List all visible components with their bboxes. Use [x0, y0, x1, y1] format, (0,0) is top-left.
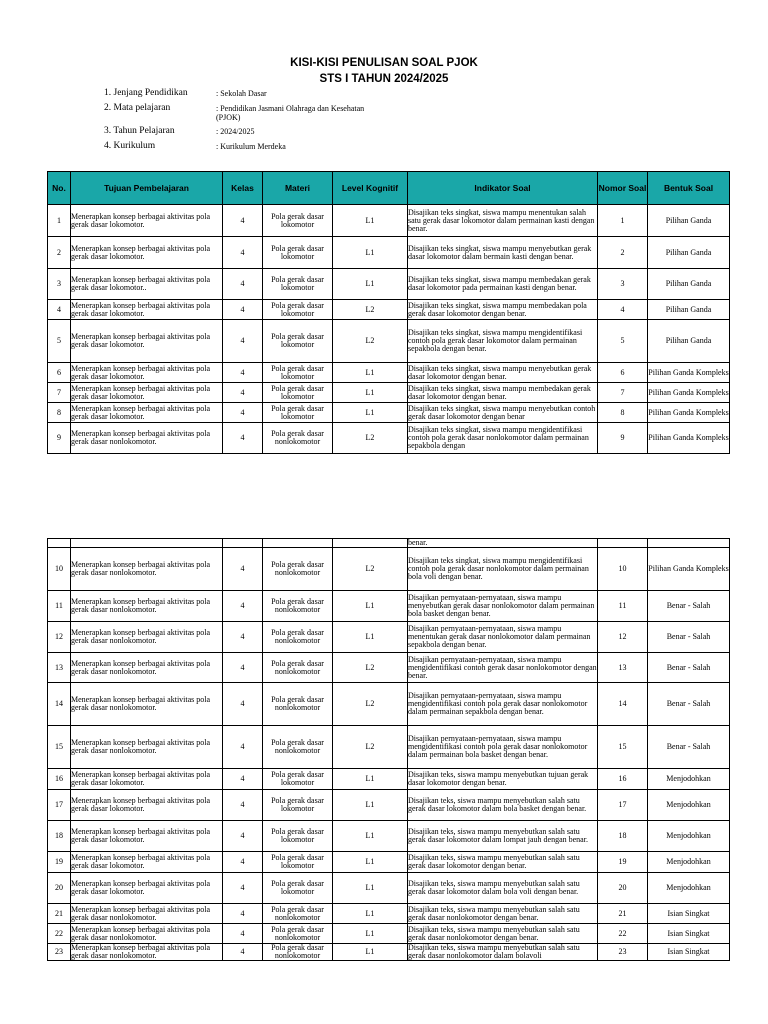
cell-indikator: Disajikan teks, siswa mampu menyebutkan salah satu gerak dasar nonlokomotor dengan benar.	[408, 904, 598, 924]
cell-nomor: 6	[598, 363, 648, 383]
cell-nomor: 5	[598, 320, 648, 363]
table-row	[48, 205, 730, 237]
cell-tujuan: Menerapkan konsep berbagai aktivitas pola gerak dasar lokomotor.	[71, 403, 223, 423]
cell-indikator: Disajikan teks singkat, siswa mampu menyebutkan gerak dasar lokomotor dalam bermain kasti dengan benar.	[408, 237, 598, 269]
table-row	[48, 873, 730, 904]
cell-kelas: 4	[223, 653, 263, 683]
header-tujuan: Tujuan Pembelajaran	[71, 172, 223, 205]
cell-kelas: 4	[223, 821, 263, 852]
cell-tujuan: Menerapkan konsep berbagai aktivitas pola gerak dasar nonlokomotor.	[71, 423, 223, 454]
cell-level: L1	[333, 622, 408, 653]
cell-no: 22	[48, 924, 71, 944]
cell-level: L1	[333, 383, 408, 403]
cell-tujuan: Menerapkan konsep berbagai aktivitas pola gerak dasar lokomotor.	[71, 383, 223, 403]
table-row	[48, 548, 730, 591]
cell-nomor: 23	[598, 944, 648, 961]
continuation-text: benar.	[408, 539, 598, 548]
cell-level: L2	[333, 548, 408, 591]
cell-no: 21	[48, 904, 71, 924]
cell-level: L1	[333, 237, 408, 269]
header-kelas: Kelas	[223, 172, 263, 205]
cell-tujuan: Menerapkan konsep berbagai aktivitas pola gerak dasar lokomotor.	[71, 790, 223, 821]
cell-no: 14	[48, 683, 71, 726]
cell-tujuan: Menerapkan konsep berbagai aktivitas pola gerak dasar lokomotor.	[71, 300, 223, 320]
cell-tujuan: Menerapkan konsep berbagai aktivitas pola gerak dasar lokomotor.	[71, 237, 223, 269]
cell-bentuk: Pilihan Ganda	[648, 300, 730, 320]
cell-tujuan: Menerapkan konsep berbagai aktivitas pola gerak dasar lokomotor.	[71, 320, 223, 363]
cell-materi: Pola gerak dasar nonlokomotor	[263, 622, 333, 653]
cell-tujuan: Menerapkan konsep berbagai aktivitas pola gerak dasar lokomotor.	[71, 821, 223, 852]
cell-materi: Pola gerak dasar nonlokomotor	[263, 548, 333, 591]
cell-no: 5	[48, 320, 71, 363]
cell-kelas: 4	[223, 320, 263, 363]
cell-bentuk: Pilihan Ganda Kompleks	[648, 383, 730, 403]
cell-indikator: Disajikan teks, siswa mampu menyebutkan salah satu gerak dasar nonlokomotor dengan benar.	[408, 924, 598, 944]
cell-bentuk: Benar - Salah	[648, 622, 730, 653]
cell-kelas: 4	[223, 790, 263, 821]
cell-no: 13	[48, 653, 71, 683]
cell-no: 19	[48, 852, 71, 873]
cell-bentuk: Menjodohkan	[648, 769, 730, 790]
cell-indikator: Disajikan teks singkat, siswa mampu menyebutkan contoh gerak dasar lokomotor dengan benar	[408, 403, 598, 423]
cell-kelas: 4	[223, 852, 263, 873]
cell-kelas: 4	[223, 726, 263, 769]
table-row	[48, 300, 730, 320]
cell-bentuk: Pilihan Ganda Kompleks	[648, 548, 730, 591]
cell-level: L1	[333, 944, 408, 961]
cell-no: 16	[48, 769, 71, 790]
cell-indikator: Disajikan pernyataan-pernyataan, siswa mampu mengidentifikasi contoh gerak dasar nonlokomotor dengan benar.	[408, 653, 598, 683]
cell-tujuan: Menerapkan konsep berbagai aktivitas pola gerak dasar nonlokomotor.	[71, 653, 223, 683]
cell-tujuan: Menerapkan konsep berbagai aktivitas pola gerak dasar lokomotor.	[71, 205, 223, 237]
cell-tujuan: Menerapkan konsep berbagai aktivitas pola gerak dasar nonlokomotor.	[71, 726, 223, 769]
cell-indikator: Disajikan pernyataan-pernyataan, siswa mampu menyebutkan gerak dasar nonlokomotor dalam permainan bola basket dengan benar.	[408, 591, 598, 622]
cell-kelas: 4	[223, 873, 263, 904]
cell-bentuk: Isian Singkat	[648, 904, 730, 924]
cell-kelas: 4	[223, 622, 263, 653]
table-body	[48, 539, 730, 961]
cell-no: 15	[48, 726, 71, 769]
cell-indikator: Disajikan teks, siswa mampu menyebutkan salah satu gerak dasar lokomotor dalam bola basket dengan benar.	[408, 790, 598, 821]
table-row	[48, 237, 730, 269]
table-row	[48, 320, 730, 363]
cell-level: L1	[333, 403, 408, 423]
cell-nomor: 2	[598, 237, 648, 269]
cell-level: L1	[333, 821, 408, 852]
cell-kelas: 4	[223, 944, 263, 961]
table-row	[48, 769, 730, 790]
table-row	[48, 821, 730, 852]
cell-level: L1	[333, 852, 408, 873]
cell-indikator: Disajikan pernyataan-pernyataan, siswa mampu mengidentifikasi contoh pola gerak dasar nonlokomotor dalam permainan bola basket dengan benar.	[408, 726, 598, 769]
cell-tujuan: Menerapkan konsep berbagai aktivitas pola gerak dasar lokomotor.	[71, 363, 223, 383]
cell-indikator: Disajikan teks singkat, siswa mampu mengidentifikasi contoh pola gerak dasar nonlokomotor dalam permainan bola voli dengan benar.	[408, 548, 598, 591]
cell-materi: Pola gerak dasar lokomotor	[263, 205, 333, 237]
table-row	[48, 383, 730, 403]
cell-level: L1	[333, 873, 408, 904]
header-no: No.	[48, 172, 71, 205]
cell-tujuan: Menerapkan konsep berbagai aktivitas pola gerak dasar nonlokomotor.	[71, 683, 223, 726]
cell-kelas: 4	[223, 363, 263, 383]
cell-kelas: 4	[223, 205, 263, 237]
cell-bentuk: Benar - Salah	[648, 653, 730, 683]
cell-no: 4	[48, 300, 71, 320]
cell-materi: Pola gerak dasar lokomotor	[263, 769, 333, 790]
cell-indikator: Disajikan teks, siswa mampu menyebutkan salah satu gerak dasar lokomotor dalam lompat jauh dengan benar.	[408, 821, 598, 852]
cell-indikator: Disajikan pernyataan-pernyataan, siswa mampu mengidentifikasi contoh pola gerak dasar nonlokomotor dalam permainan sepakbola dengan benar.	[408, 683, 598, 726]
cell-nomor: 19	[598, 852, 648, 873]
cell-materi: Pola gerak dasar nonlokomotor	[263, 653, 333, 683]
header-level: Level Kognitif	[333, 172, 408, 205]
cell-materi: Pola gerak dasar nonlokomotor	[263, 904, 333, 924]
cell-level: L1	[333, 591, 408, 622]
meta-key: 4. Kurikulum	[104, 141, 156, 151]
header-nomor-soal: Nomor Soal	[598, 172, 648, 205]
cell-materi: Pola gerak dasar nonlokomotor	[263, 726, 333, 769]
cell-bentuk: Pilihan Ganda	[648, 269, 730, 300]
cell-materi: Pola gerak dasar lokomotor	[263, 790, 333, 821]
cell-indikator: Disajikan teks, siswa mampu menyebutkan salah satu gerak dasar lokomotor dalam bola voli dengan benar.	[408, 873, 598, 904]
cell-kelas: 4	[223, 548, 263, 591]
cell-bentuk: Benar - Salah	[648, 591, 730, 622]
table-row	[48, 924, 730, 944]
cell-bentuk: Isian Singkat	[648, 944, 730, 961]
cell-nomor: 20	[598, 873, 648, 904]
cell-kelas: 4	[223, 269, 263, 300]
cell-nomor: 22	[598, 924, 648, 944]
cell-materi: Pola gerak dasar lokomotor	[263, 300, 333, 320]
cell-kelas: 4	[223, 769, 263, 790]
cell-kelas: 4	[223, 383, 263, 403]
cell-no: 1	[48, 205, 71, 237]
meta-key: 2. Mata pelajaran	[104, 103, 171, 113]
meta-value: : Pendidikan Jasmani Olahraga dan Kesehatan (PJOK)	[216, 104, 365, 122]
continuation-row	[48, 539, 730, 548]
cell-materi: Pola gerak dasar lokomotor	[263, 237, 333, 269]
table-body	[48, 205, 730, 454]
cell-level: L1	[333, 269, 408, 300]
cell-level: L2	[333, 653, 408, 683]
cell-no: 8	[48, 403, 71, 423]
table-row	[48, 653, 730, 683]
kisi-kisi-table-page-2	[47, 538, 730, 961]
kisi-kisi-table-page-1	[47, 171, 730, 454]
cell-no: 17	[48, 790, 71, 821]
meta-value: : 2024/2025	[216, 127, 255, 136]
document-title: KISI-KISI PENULISAN SOAL PJOK	[290, 57, 478, 69]
cell-materi: Pola gerak dasar nonlokomotor	[263, 423, 333, 454]
cell-tujuan: Menerapkan konsep berbagai aktivitas pola gerak dasar lokomotor..	[71, 269, 223, 300]
cell-nomor: 21	[598, 904, 648, 924]
cell-materi: Pola gerak dasar lokomotor	[263, 403, 333, 423]
document-subtitle: STS I TAHUN 2024/2025	[319, 73, 449, 85]
table-row	[48, 683, 730, 726]
table-row	[48, 363, 730, 383]
cell-materi: Pola gerak dasar nonlokomotor	[263, 591, 333, 622]
cell-level: L1	[333, 769, 408, 790]
cell-level: L1	[333, 790, 408, 821]
cell-indikator: Disajikan teks singkat, siswa mampu mengidentifikasi contoh pola gerak dasar lokomotor dalam permainan sepakbola dengan benar.	[408, 320, 598, 363]
table-row	[48, 726, 730, 769]
cell-tujuan: Menerapkan konsep berbagai aktivitas pola gerak dasar lokomotor.	[71, 852, 223, 873]
cell-materi: Pola gerak dasar lokomotor	[263, 320, 333, 363]
cell-tujuan: Menerapkan konsep berbagai aktivitas pola gerak dasar nonlokomotor.	[71, 591, 223, 622]
table-row	[48, 790, 730, 821]
cell-materi: Pola gerak dasar lokomotor	[263, 363, 333, 383]
cell-materi: Pola gerak dasar nonlokomotor	[263, 944, 333, 961]
cell-kelas: 4	[223, 683, 263, 726]
cell-nomor: 8	[598, 403, 648, 423]
cell-tujuan: Menerapkan konsep berbagai aktivitas pola gerak dasar lokomotor.	[71, 769, 223, 790]
meta-key: 1. Jenjang Pendidikan	[104, 88, 188, 98]
cell-level: L2	[333, 300, 408, 320]
cell-no: 18	[48, 821, 71, 852]
cell-indikator: Disajikan teks, siswa mampu menyebutkan tujuan gerak dasar lokomotor dengan benar.	[408, 769, 598, 790]
meta-value: : Kurikulum Merdeka	[216, 142, 286, 151]
cell-bentuk: Pilihan Ganda	[648, 320, 730, 363]
cell-kelas: 4	[223, 924, 263, 944]
cell-no: 7	[48, 383, 71, 403]
cell-kelas: 4	[223, 300, 263, 320]
cell-nomor: 7	[598, 383, 648, 403]
cell-no: 2	[48, 237, 71, 269]
cell-indikator: Disajikan teks singkat, siswa mampu menentukan salah satu gerak dasar lokomotor dalam permainan kasti dengan benar.	[408, 205, 598, 237]
cell-nomor: 9	[598, 423, 648, 454]
cell-no: 6	[48, 363, 71, 383]
table-row	[48, 904, 730, 924]
cell-bentuk: Menjodohkan	[648, 873, 730, 904]
cell-kelas: 4	[223, 591, 263, 622]
cell-materi: Pola gerak dasar lokomotor	[263, 852, 333, 873]
cell-indikator: Disajikan teks, siswa mampu menyebutkan salah satu gerak dasar lokomotor dengan benar.	[408, 852, 598, 873]
cell-materi: Pola gerak dasar lokomotor	[263, 873, 333, 904]
cell-tujuan: Menerapkan konsep berbagai aktivitas pola gerak dasar nonlokomotor.	[71, 904, 223, 924]
cell-bentuk: Benar - Salah	[648, 683, 730, 726]
cell-bentuk: Pilihan Ganda	[648, 237, 730, 269]
cell-no: 12	[48, 622, 71, 653]
table-row	[48, 269, 730, 300]
cell-tujuan: Menerapkan konsep berbagai aktivitas pola gerak dasar nonlokomotor.	[71, 548, 223, 591]
cell-level: L2	[333, 320, 408, 363]
header-indikator: Indikator Soal	[408, 172, 598, 205]
cell-nomor: 13	[598, 653, 648, 683]
cell-bentuk: Menjodohkan	[648, 790, 730, 821]
cell-indikator: Disajikan teks singkat, siswa mampu membedakan pola gerak dasar lokomotor dengan benar.	[408, 300, 598, 320]
cell-kelas: 4	[223, 403, 263, 423]
cell-no: 10	[48, 548, 71, 591]
cell-bentuk: Pilihan Ganda	[648, 205, 730, 237]
cell-bentuk: Menjodohkan	[648, 821, 730, 852]
cell-level: L2	[333, 423, 408, 454]
cell-no: 23	[48, 944, 71, 961]
cell-nomor: 11	[598, 591, 648, 622]
cell-level: L1	[333, 363, 408, 383]
cell-bentuk: Isian Singkat	[648, 924, 730, 944]
cell-indikator: Disajikan teks, siswa mampu menyebutkan salah satu gerak dasar nonlokomotor dalam bolavoli	[408, 944, 598, 961]
cell-kelas: 4	[223, 237, 263, 269]
meta-key: 3. Tahun Pelajaran	[104, 126, 175, 136]
cell-materi: Pola gerak dasar nonlokomotor	[263, 924, 333, 944]
cell-bentuk: Pilihan Ganda Kompleks	[648, 403, 730, 423]
cell-level: L1	[333, 205, 408, 237]
cell-nomor: 15	[598, 726, 648, 769]
cell-nomor: 1	[598, 205, 648, 237]
header-materi: Materi	[263, 172, 333, 205]
cell-bentuk: Benar - Salah	[648, 726, 730, 769]
cell-materi: Pola gerak dasar lokomotor	[263, 269, 333, 300]
cell-nomor: 16	[598, 769, 648, 790]
cell-nomor: 18	[598, 821, 648, 852]
cell-indikator: Disajikan teks singkat, siswa mampu membedakan gerak dasar lokomotor dengan benar.	[408, 383, 598, 403]
cell-nomor: 12	[598, 622, 648, 653]
cell-materi: Pola gerak dasar lokomotor	[263, 821, 333, 852]
cell-no: 20	[48, 873, 71, 904]
cell-level: L2	[333, 726, 408, 769]
table-row	[48, 423, 730, 454]
cell-bentuk: Pilihan Ganda Kompleks	[648, 363, 730, 383]
cell-tujuan: Menerapkan konsep berbagai aktivitas pola gerak dasar nonlokomotor.	[71, 924, 223, 944]
cell-materi: Pola gerak dasar nonlokomotor	[263, 683, 333, 726]
cell-nomor: 14	[598, 683, 648, 726]
table-row	[48, 622, 730, 653]
cell-bentuk: Menjodohkan	[648, 852, 730, 873]
cell-tujuan: Menerapkan konsep berbagai aktivitas pola gerak dasar nonlokomotor.	[71, 622, 223, 653]
table-row	[48, 944, 730, 961]
cell-kelas: 4	[223, 904, 263, 924]
cell-indikator: Disajikan teks singkat, siswa mampu mengidentifikasi contoh pola gerak dasar nonlokomotor dalam permainan sepakbola dengan	[408, 423, 598, 454]
cell-nomor: 17	[598, 790, 648, 821]
cell-kelas: 4	[223, 423, 263, 454]
cell-tujuan: Menerapkan konsep berbagai aktivitas pola gerak dasar nonlokomotor.	[71, 944, 223, 961]
cell-bentuk: Pilihan Ganda Kompleks	[648, 423, 730, 454]
table-header-row	[48, 172, 730, 205]
meta-value: : Sekolah Dasar	[216, 89, 267, 98]
cell-indikator: Disajikan teks singkat, siswa mampu menyebutkan gerak dasar lokomotor dengan benar.	[408, 363, 598, 383]
cell-nomor: 10	[598, 548, 648, 591]
cell-level: L1	[333, 924, 408, 944]
cell-no: 11	[48, 591, 71, 622]
cell-nomor: 4	[598, 300, 648, 320]
cell-indikator: Disajikan teks singkat, siswa mampu membedakan gerak dasar lokomotor pada permainan kasti dengan benar.	[408, 269, 598, 300]
cell-nomor: 3	[598, 269, 648, 300]
cell-tujuan: Menerapkan konsep berbagai aktivitas pola gerak dasar lokomotor.	[71, 873, 223, 904]
cell-no: 3	[48, 269, 71, 300]
table-row	[48, 852, 730, 873]
cell-level: L1	[333, 904, 408, 924]
cell-no: 9	[48, 423, 71, 454]
cell-materi: Pola gerak dasar lokomotor	[263, 383, 333, 403]
table-row	[48, 403, 730, 423]
table-row	[48, 591, 730, 622]
cell-indikator: Disajikan pernyataan-pernyataan, siswa mampu menentukan gerak dasar nonlokomotor dalam permainan sepakbola dengan benar.	[408, 622, 598, 653]
cell-level: L2	[333, 683, 408, 726]
header-bentuk-soal: Bentuk Soal	[648, 172, 730, 205]
